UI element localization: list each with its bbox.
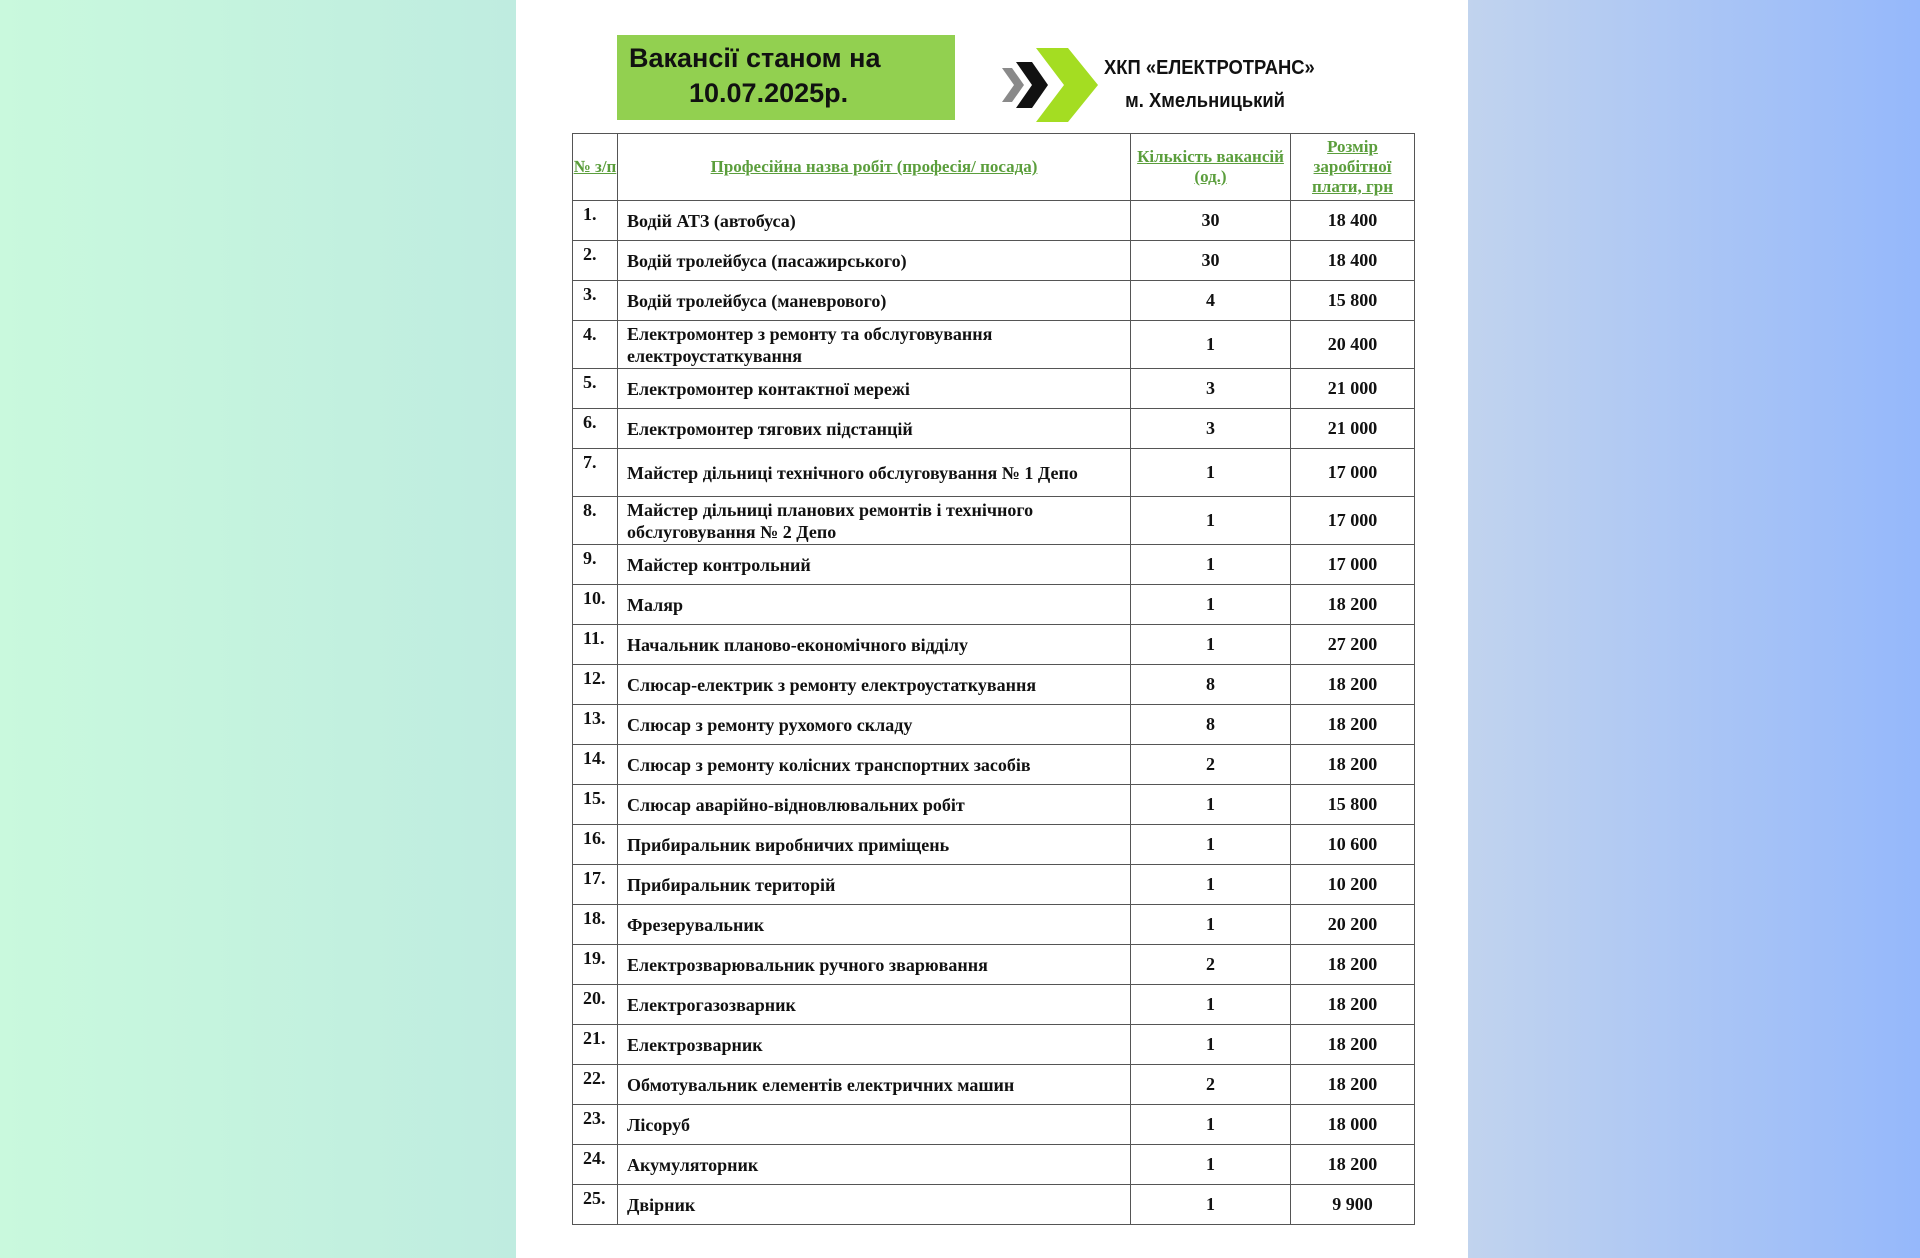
row-profession: Слюсар аварійно-відновлювальних робіт [618, 785, 1131, 825]
row-count: 1 [1131, 321, 1291, 369]
row-profession: Маляр [618, 585, 1131, 625]
row-salary: 9 900 [1291, 1185, 1415, 1225]
row-count: 1 [1131, 1185, 1291, 1225]
row-salary: 20 400 [1291, 321, 1415, 369]
row-count: 2 [1131, 945, 1291, 985]
row-profession: Прибиральник територій [618, 865, 1131, 905]
row-num: 15. [573, 785, 618, 825]
row-count: 1 [1131, 825, 1291, 865]
row-count: 1 [1131, 1145, 1291, 1185]
header-salary: Розмір заробітної плати, грн [1291, 134, 1415, 201]
table-row [573, 409, 1415, 449]
row-profession: Слюсар з ремонту рухомого складу [618, 705, 1131, 745]
row-num: 5. [573, 369, 618, 409]
table-row [573, 1065, 1415, 1105]
title-box [617, 35, 955, 120]
row-salary: 18 400 [1291, 241, 1415, 281]
row-salary: 21 000 [1291, 409, 1415, 449]
table-header-row [573, 134, 1415, 201]
row-num: 11. [573, 625, 618, 665]
row-salary: 18 200 [1291, 985, 1415, 1025]
table-row [573, 1105, 1415, 1145]
header-count: Кількість вакансій (од.) [1131, 134, 1291, 201]
row-count: 30 [1131, 201, 1291, 241]
row-salary: 18 200 [1291, 665, 1415, 705]
row-num: 25. [573, 1185, 618, 1225]
table-row [573, 321, 1415, 369]
row-count: 1 [1131, 449, 1291, 497]
row-count: 8 [1131, 665, 1291, 705]
row-profession: Слюсар-електрик з ремонту електроустаткування [618, 665, 1131, 705]
row-count: 8 [1131, 705, 1291, 745]
row-profession: Водій тролейбуса (пасажирського) [618, 241, 1131, 281]
row-profession: Начальник планово-економічного відділу [618, 625, 1131, 665]
row-profession: Майстер дільниці технічного обслуговування № 1 Депо [618, 449, 1131, 497]
row-salary: 18 200 [1291, 585, 1415, 625]
row-profession: Електромонтер контактної мережі [618, 369, 1131, 409]
row-count: 2 [1131, 745, 1291, 785]
row-salary: 15 800 [1291, 785, 1415, 825]
row-profession: Майстер дільниці планових ремонтів і технічного обслуговування № 2 Депо [618, 497, 1131, 545]
table-row [573, 201, 1415, 241]
row-num: 7. [573, 449, 618, 497]
table-row [573, 281, 1415, 321]
table-row [573, 1185, 1415, 1225]
table-row [573, 585, 1415, 625]
organization-block [1104, 52, 1315, 118]
row-profession: Двірник [618, 1185, 1131, 1225]
table-row [573, 1145, 1415, 1185]
row-num: 13. [573, 705, 618, 745]
row-profession: Електрогазозварник [618, 985, 1131, 1025]
row-num: 4. [573, 321, 618, 369]
table-row [573, 449, 1415, 497]
row-salary: 18 200 [1291, 1025, 1415, 1065]
row-count: 1 [1131, 785, 1291, 825]
row-count: 4 [1131, 281, 1291, 321]
row-profession: Слюсар з ремонту колісних транспортних засобів [618, 745, 1131, 785]
row-num: 6. [573, 409, 618, 449]
row-count: 1 [1131, 905, 1291, 945]
row-salary: 17 000 [1291, 545, 1415, 585]
row-profession: Лісоруб [618, 1105, 1131, 1145]
organization-name: ХКП «ЕЛЕКТРОТРАНС» [1104, 57, 1315, 79]
row-num: 12. [573, 665, 618, 705]
row-num: 2. [573, 241, 618, 281]
row-num: 21. [573, 1025, 618, 1065]
table-row [573, 945, 1415, 985]
row-profession: Майстер контрольний [618, 545, 1131, 585]
table-row [573, 705, 1415, 745]
row-salary: 27 200 [1291, 625, 1415, 665]
row-num: 22. [573, 1065, 618, 1105]
row-count: 3 [1131, 409, 1291, 449]
row-profession: Фрезерувальник [618, 905, 1131, 945]
row-count: 1 [1131, 545, 1291, 585]
row-count: 30 [1131, 241, 1291, 281]
row-salary: 18 200 [1291, 705, 1415, 745]
row-profession: Обмотувальник елементів електричних машин [618, 1065, 1131, 1105]
row-count: 1 [1131, 1105, 1291, 1145]
row-salary: 10 200 [1291, 865, 1415, 905]
table-row [573, 1025, 1415, 1065]
row-num: 1. [573, 201, 618, 241]
row-num: 20. [573, 985, 618, 1025]
row-salary: 18 200 [1291, 945, 1415, 985]
vacancy-sheet [516, 0, 1468, 1258]
organization-city: м. Хмельницький [1125, 90, 1285, 112]
row-profession: Водій тролейбуса (маневрового) [618, 281, 1131, 321]
row-count: 1 [1131, 585, 1291, 625]
row-num: 3. [573, 281, 618, 321]
row-salary: 15 800 [1291, 281, 1415, 321]
table-row [573, 825, 1415, 865]
title-date: 10.07.2025р. [689, 78, 849, 108]
row-profession: Водій АТЗ (автобуса) [618, 201, 1131, 241]
table-row [573, 985, 1415, 1025]
row-salary: 18 200 [1291, 745, 1415, 785]
row-num: 14. [573, 745, 618, 785]
row-salary: 17 000 [1291, 449, 1415, 497]
row-salary: 20 200 [1291, 905, 1415, 945]
header-profession: Професійна назва робіт (професія/ посада) [618, 134, 1131, 201]
header-num: № з/п [573, 134, 618, 201]
row-salary: 18 200 [1291, 1145, 1415, 1185]
row-profession: Акумуляторник [618, 1145, 1131, 1185]
chevron-arrows-logo-icon [1002, 44, 1102, 126]
title-line-1: Вакансії станом на [629, 43, 881, 73]
row-count: 1 [1131, 985, 1291, 1025]
row-num: 23. [573, 1105, 618, 1145]
row-profession: Прибиральник виробничих приміщень [618, 825, 1131, 865]
row-salary: 21 000 [1291, 369, 1415, 409]
row-salary: 18 000 [1291, 1105, 1415, 1145]
row-profession: Електрозварювальник ручного зварювання [618, 945, 1131, 985]
table-row [573, 241, 1415, 281]
table-row [573, 905, 1415, 945]
row-num: 16. [573, 825, 618, 865]
row-num: 19. [573, 945, 618, 985]
row-salary: 10 600 [1291, 825, 1415, 865]
row-salary: 18 200 [1291, 1065, 1415, 1105]
row-profession: Електрозварник [618, 1025, 1131, 1065]
row-salary: 17 000 [1291, 497, 1415, 545]
table-row [573, 625, 1415, 665]
row-num: 17. [573, 865, 618, 905]
row-num: 9. [573, 545, 618, 585]
table-row [573, 369, 1415, 409]
table-row [573, 745, 1415, 785]
row-count: 3 [1131, 369, 1291, 409]
table-row [573, 665, 1415, 705]
row-num: 18. [573, 905, 618, 945]
row-count: 2 [1131, 1065, 1291, 1105]
vacancies-table [572, 133, 1415, 1225]
table-row [573, 545, 1415, 585]
row-num: 24. [573, 1145, 618, 1185]
row-profession: Електромонтер тягових підстанцій [618, 409, 1131, 449]
table-row [573, 497, 1415, 545]
table-row [573, 865, 1415, 905]
row-profession: Електромонтер з ремонту та обслуговування електроустаткування [618, 321, 1131, 369]
row-count: 1 [1131, 865, 1291, 905]
row-count: 1 [1131, 497, 1291, 545]
row-count: 1 [1131, 625, 1291, 665]
row-num: 8. [573, 497, 618, 545]
row-salary: 18 400 [1291, 201, 1415, 241]
table-row [573, 785, 1415, 825]
row-num: 10. [573, 585, 618, 625]
row-count: 1 [1131, 1025, 1291, 1065]
